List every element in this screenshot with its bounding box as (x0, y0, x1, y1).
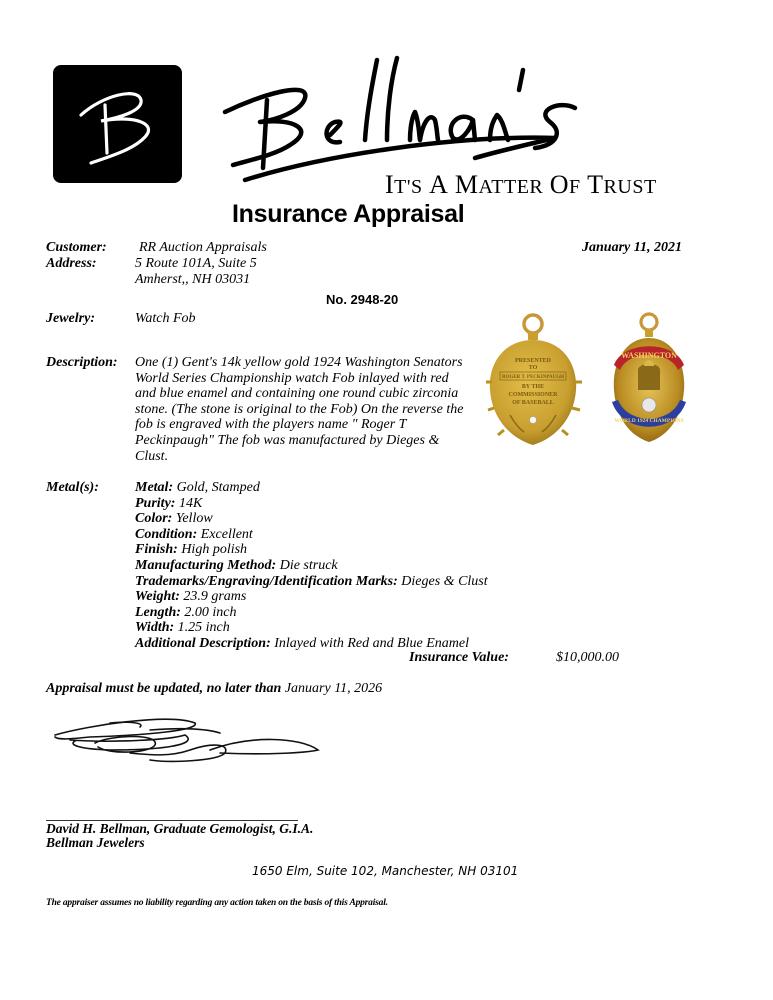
metal-key: Metal: (135, 480, 174, 495)
metal-row (135, 542, 488, 558)
metal-value: 23.9 grams (183, 589, 247, 605)
front-bottom-banner: WORLD 1924 CHAMPIONS (614, 418, 684, 424)
metal-row (135, 511, 488, 527)
jewelry-value: Watch Fob (135, 311, 196, 326)
description-label: Description: (46, 355, 118, 370)
metal-row (135, 620, 488, 636)
metal-value: Inlayed with Red and Blue Enamel (274, 635, 470, 651)
page-title: Insurance Appraisal (232, 200, 465, 228)
metal-row (135, 558, 488, 574)
monogram-b-icon (53, 65, 182, 183)
engraving-line: OF BASEBALL (512, 400, 554, 406)
logo-monogram (53, 65, 182, 183)
appraiser-name: David H. Bellman, Graduate Gemologist, G.I.A. (46, 821, 314, 836)
metal-row (135, 480, 488, 496)
metals-label: Metal(s): (46, 480, 99, 495)
customer-label: Customer: (46, 240, 107, 255)
metal-key: Purity: (135, 495, 176, 511)
address-line-2: Amherst,, NH 03031 (135, 272, 251, 287)
engraving-line: PRESENTED (514, 358, 552, 364)
update-note-label: Appraisal must be updated, no later than (46, 681, 282, 696)
metal-key: Finish: (135, 542, 178, 558)
metal-key: Width: (135, 620, 175, 636)
fob-ring-icon (524, 315, 542, 333)
metal-row (135, 496, 488, 512)
metals-list (135, 480, 488, 652)
metal-value: 1.25 inch (177, 620, 230, 636)
disclaimer: The appraiser assumes no liability regarding any action taken on the basis of this Appraisal. (46, 898, 388, 908)
metal-value: Dieges & Clust (401, 573, 488, 589)
metal-key: Trademarks/Engraving/Identification Marks: (135, 573, 398, 589)
insurance-value-label: Insurance Value: (409, 650, 509, 665)
tagline: IT'S A MATTER OF TRUST (385, 170, 657, 199)
metal-value: 14K (178, 495, 203, 511)
metal-key: Length: (135, 604, 181, 620)
address-label: Address: (46, 256, 97, 271)
metal-row (135, 589, 488, 605)
metal-key: Manufacturing Method: (135, 557, 277, 573)
metal-value: Gold, Stamped (176, 480, 260, 495)
appraisal-number: No. 2948-20 (326, 292, 399, 307)
stone-icon (642, 398, 656, 412)
stone-icon (530, 417, 537, 424)
metal-key: Condition: (135, 526, 198, 542)
metal-row (135, 527, 488, 543)
insurance-value: $10,000.00 (556, 650, 619, 665)
metal-key: Weight: (135, 589, 180, 605)
signature (50, 705, 330, 775)
engraving-line: COMMISSIONER (508, 392, 558, 398)
address-line-1: 5 Route 101A, Suite 5 (135, 256, 257, 271)
metal-value: 2.00 inch (184, 604, 237, 620)
metal-row (135, 605, 488, 621)
metal-value: Yellow (175, 511, 213, 527)
metal-key: Additional Description: (135, 635, 271, 651)
fob-reverse-image (478, 310, 588, 455)
metal-key: Color: (135, 511, 173, 527)
metal-row (135, 574, 488, 590)
engraving-line: BY THE (521, 384, 545, 390)
store-address: 1650 Elm, Suite 102, Manchester, NH 03101 (252, 864, 519, 878)
engraving-line: TO (528, 365, 538, 371)
customer-value: RR Auction Appraisals (139, 240, 267, 255)
engraving-line: ROGER T. PECKINPAUGH (501, 375, 565, 380)
update-note-date: January 11, 2026 (284, 681, 383, 696)
fob-ring-icon (641, 314, 657, 330)
update-note (46, 681, 382, 697)
appraisal-date: January 11, 2021 (582, 240, 682, 255)
front-top-banner: WASHINGTON (621, 351, 677, 360)
metal-value: High polish (181, 542, 248, 558)
jewelry-label: Jewelry: (46, 311, 95, 326)
metal-value: Excellent (200, 526, 253, 542)
company-name: Bellman Jewelers (46, 835, 145, 850)
description-value: One (1) Gent's 14k yellow gold 1924 Washington Senators World Series Championship watch Fob inlayed with red and blue enamel and containing one round cubic zirconia stone. (The stone is original to the Fob) On the reverse the fob is engraved with the players name " Roger T Peckinpaugh" The fob was manufactured by Dieges & Clust. (135, 355, 464, 464)
fob-front-image (608, 310, 690, 450)
metal-value: Die struck (279, 557, 338, 573)
